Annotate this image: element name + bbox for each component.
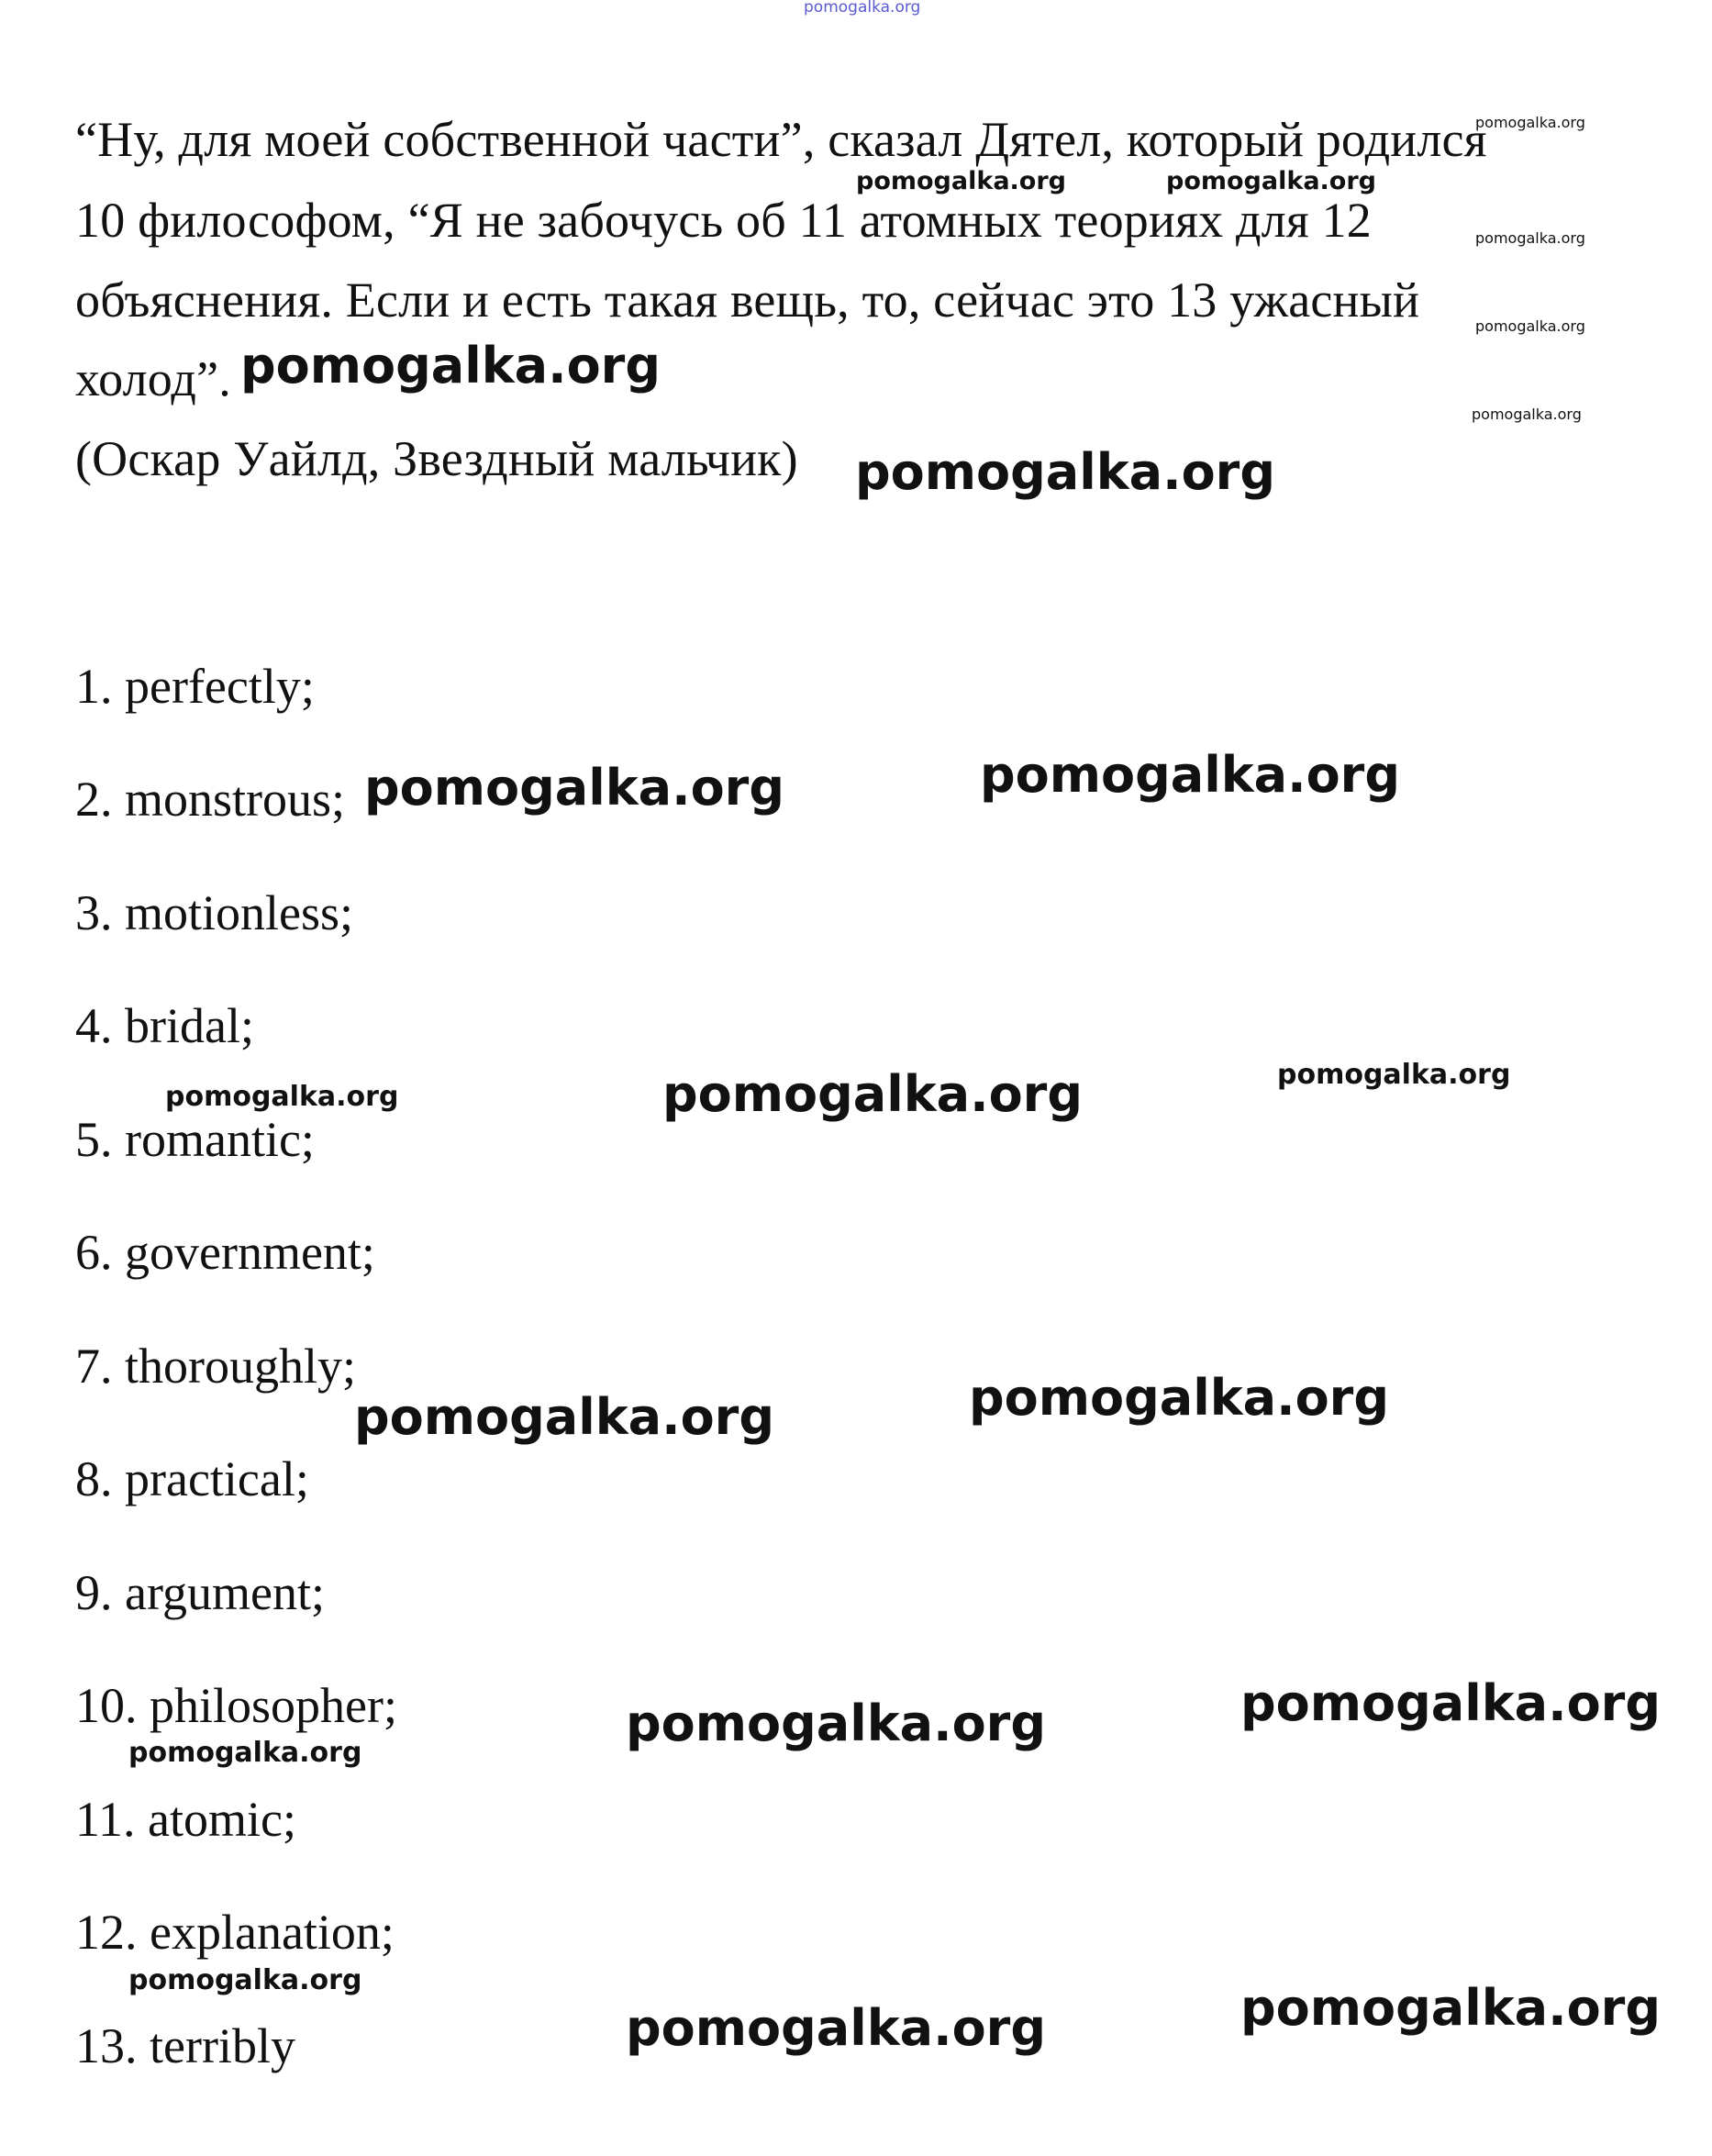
watermark-text: pomogalka.org bbox=[1240, 1674, 1661, 1732]
answer-item-1: 1. perfectly; bbox=[75, 659, 315, 714]
answer-item-4: 4. bridal; bbox=[75, 998, 254, 1053]
answer-item-3: 3. motionless; bbox=[75, 885, 354, 940]
answer-item-2: 2. monstrous; bbox=[75, 772, 346, 827]
answer-item-5: 5. romantic; bbox=[75, 1112, 315, 1167]
quote-line-3: объяснения. Если и есть такая вещь, то, сейчас это 13 ужасный bbox=[75, 272, 1420, 328]
watermark-text: pomogalka.org bbox=[364, 759, 784, 817]
watermark-text: pomogalka.org bbox=[856, 167, 1066, 195]
watermark-text: pomogalka.org bbox=[980, 746, 1400, 804]
watermark-text: pomogalka.org bbox=[1475, 229, 1585, 247]
answer-item-10: 10. philosopher; bbox=[75, 1678, 397, 1733]
answer-item-7: 7. thoroughly; bbox=[75, 1339, 356, 1394]
quote-line-2: 10 философом, “Я не забочусь об 11 атомных теориях для 12 bbox=[75, 193, 1372, 248]
quote-source: (Оскар Уайлд, Звездный мальчик) bbox=[75, 431, 798, 486]
answer-item-12: 12. explanation; bbox=[75, 1905, 395, 1960]
answer-item-6: 6. government; bbox=[75, 1225, 375, 1280]
watermark-text: pomogalka.org bbox=[1277, 1059, 1511, 1091]
quote-line-1: “Ну, для моей собственной части”, сказал Дятел, который родился bbox=[75, 112, 1487, 167]
watermark-text: pomogalka.org bbox=[626, 1695, 1046, 1752]
quote-line-4: холод”. bbox=[75, 351, 231, 406]
answer-item-11: 11. atomic; bbox=[75, 1792, 296, 1847]
watermark-text: pomogalka.org bbox=[969, 1369, 1389, 1427]
watermark-text: pomogalka.org bbox=[662, 1065, 1083, 1123]
answer-item-13: 13. terribly bbox=[75, 2018, 295, 2073]
watermark-text: pomogalka.org bbox=[626, 1999, 1046, 2057]
watermark-text: pomogalka.org bbox=[128, 1964, 362, 1996]
watermark-text: pomogalka.org bbox=[1475, 114, 1585, 131]
header-watermark: pomogalka.org bbox=[804, 0, 921, 17]
watermark-text: pomogalka.org bbox=[165, 1081, 399, 1113]
watermark-text: pomogalka.org bbox=[1240, 1979, 1661, 2037]
watermark-text: pomogalka.org bbox=[354, 1388, 774, 1446]
watermark-text: pomogalka.org bbox=[855, 443, 1275, 501]
watermark-text: pomogalka.org bbox=[1166, 167, 1376, 195]
watermark-text: pomogalka.org bbox=[1472, 406, 1582, 423]
answer-item-8: 8. practical; bbox=[75, 1451, 309, 1506]
watermark-text: pomogalka.org bbox=[128, 1737, 362, 1769]
watermark-text: pomogalka.org bbox=[240, 337, 661, 395]
watermark-text: pomogalka.org bbox=[1475, 317, 1585, 335]
answer-item-9: 9. argument; bbox=[75, 1565, 325, 1620]
